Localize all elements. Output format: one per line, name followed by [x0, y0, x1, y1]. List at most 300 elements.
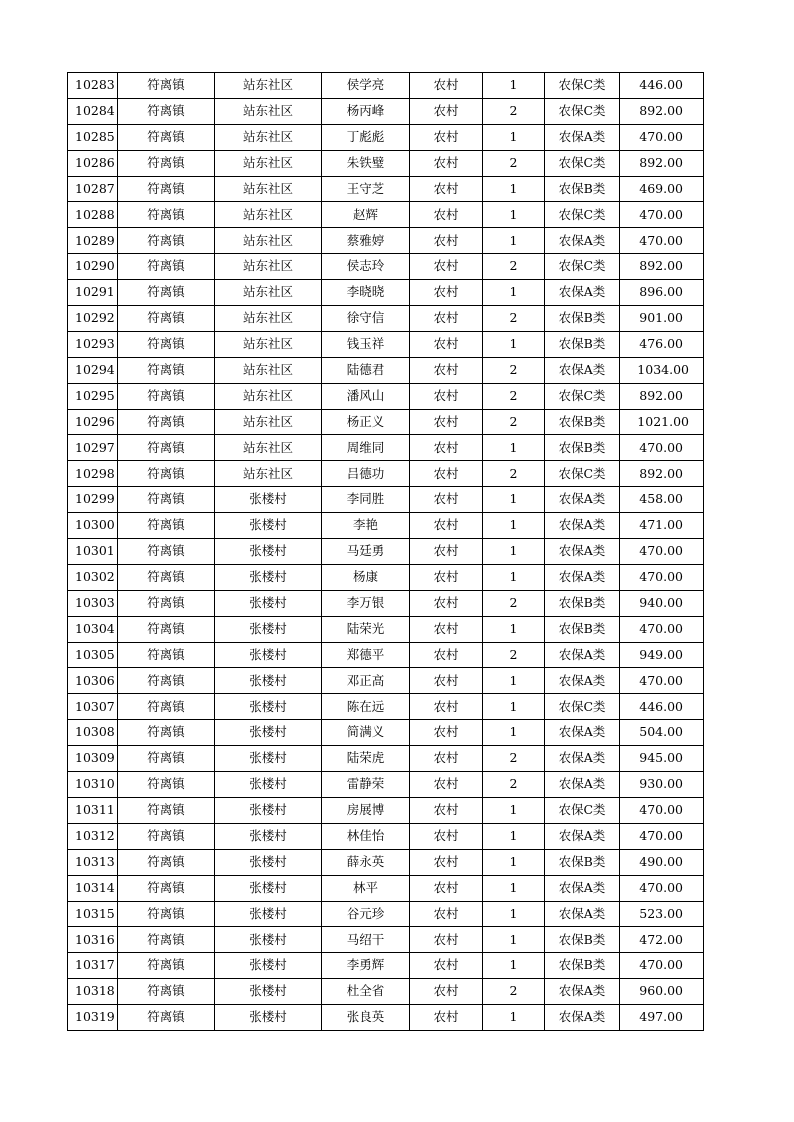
household-type-cell: 农村: [410, 383, 483, 409]
record-id-cell: 10290: [68, 254, 118, 280]
member-count-cell: 2: [483, 979, 545, 1005]
member-count-cell: 1: [483, 228, 545, 254]
member-count-cell: 1: [483, 901, 545, 927]
record-id-cell: 10304: [68, 616, 118, 642]
member-count-cell: 1: [483, 176, 545, 202]
record-id-cell: 10308: [68, 720, 118, 746]
member-count-cell: 2: [483, 590, 545, 616]
town-cell: 符离镇: [118, 720, 215, 746]
member-count-cell: 1: [483, 797, 545, 823]
amount-cell: 945.00: [620, 746, 704, 772]
person-name-cell: 吕德功: [322, 461, 410, 487]
member-count-cell: 2: [483, 642, 545, 668]
person-name-cell: 杜全省: [322, 979, 410, 1005]
table-row: [68, 357, 704, 383]
table-row: [68, 435, 704, 461]
village-cell: 站东社区: [215, 435, 322, 461]
category-cell: 农保A类: [545, 228, 620, 254]
table-row: [68, 280, 704, 306]
record-id-cell: 10307: [68, 694, 118, 720]
category-cell: 农保B类: [545, 849, 620, 875]
town-cell: 符离镇: [118, 306, 215, 332]
person-name-cell: 丁彪彪: [322, 124, 410, 150]
town-cell: 符离镇: [118, 383, 215, 409]
town-cell: 符离镇: [118, 124, 215, 150]
record-id-cell: 10311: [68, 797, 118, 823]
member-count-cell: 2: [483, 306, 545, 332]
record-id-cell: 10288: [68, 202, 118, 228]
person-name-cell: 陆荣虎: [322, 746, 410, 772]
village-cell: 张楼村: [215, 564, 322, 590]
person-name-cell: 李艳: [322, 513, 410, 539]
village-cell: 站东社区: [215, 461, 322, 487]
person-name-cell: 房展博: [322, 797, 410, 823]
category-cell: 农保A类: [545, 539, 620, 565]
table-row: [68, 124, 704, 150]
member-count-cell: 2: [483, 746, 545, 772]
table-row: [68, 694, 704, 720]
amount-cell: 523.00: [620, 901, 704, 927]
record-id-cell: 10319: [68, 1005, 118, 1031]
member-count-cell: 1: [483, 616, 545, 642]
member-count-cell: 2: [483, 383, 545, 409]
member-count-cell: 1: [483, 720, 545, 746]
village-cell: 张楼村: [215, 849, 322, 875]
town-cell: 符离镇: [118, 176, 215, 202]
amount-cell: 470.00: [620, 228, 704, 254]
town-cell: 符离镇: [118, 98, 215, 124]
person-name-cell: 潘风山: [322, 383, 410, 409]
member-count-cell: 1: [483, 694, 545, 720]
person-name-cell: 徐守信: [322, 306, 410, 332]
table-row: [68, 720, 704, 746]
record-id-cell: 10296: [68, 409, 118, 435]
village-cell: 张楼村: [215, 979, 322, 1005]
person-name-cell: 钱玉祥: [322, 331, 410, 357]
category-cell: 农保B类: [545, 927, 620, 953]
category-cell: 农保B类: [545, 176, 620, 202]
member-count-cell: 1: [483, 823, 545, 849]
amount-cell: 470.00: [620, 668, 704, 694]
table-row: [68, 254, 704, 280]
household-type-cell: 农村: [410, 202, 483, 228]
village-cell: 站东社区: [215, 176, 322, 202]
village-cell: 站东社区: [215, 150, 322, 176]
member-count-cell: 2: [483, 254, 545, 280]
town-cell: 符离镇: [118, 461, 215, 487]
category-cell: 农保A类: [545, 901, 620, 927]
record-id-cell: 10285: [68, 124, 118, 150]
amount-cell: 471.00: [620, 513, 704, 539]
amount-cell: 497.00: [620, 1005, 704, 1031]
record-id-cell: 10303: [68, 590, 118, 616]
amount-cell: 470.00: [620, 539, 704, 565]
amount-cell: 930.00: [620, 772, 704, 798]
household-type-cell: 农村: [410, 124, 483, 150]
household-type-cell: 农村: [410, 539, 483, 565]
amount-cell: 470.00: [620, 124, 704, 150]
category-cell: 农保C类: [545, 694, 620, 720]
record-id-cell: 10295: [68, 383, 118, 409]
member-count-cell: 1: [483, 73, 545, 99]
village-cell: 站东社区: [215, 306, 322, 332]
amount-cell: 476.00: [620, 331, 704, 357]
household-type-cell: 农村: [410, 1005, 483, 1031]
person-name-cell: 简满义: [322, 720, 410, 746]
category-cell: 农保A类: [545, 280, 620, 306]
household-type-cell: 农村: [410, 150, 483, 176]
table-row: [68, 642, 704, 668]
table-row: [68, 979, 704, 1005]
household-type-cell: 农村: [410, 694, 483, 720]
table-row: [68, 590, 704, 616]
member-count-cell: 1: [483, 927, 545, 953]
category-cell: 农保A类: [545, 1005, 620, 1031]
record-id-cell: 10310: [68, 772, 118, 798]
household-type-cell: 农村: [410, 616, 483, 642]
table-row: [68, 668, 704, 694]
village-cell: 张楼村: [215, 875, 322, 901]
town-cell: 符离镇: [118, 150, 215, 176]
member-count-cell: 1: [483, 1005, 545, 1031]
table-row: [68, 953, 704, 979]
household-type-cell: 农村: [410, 306, 483, 332]
town-cell: 符离镇: [118, 823, 215, 849]
record-id-cell: 10301: [68, 539, 118, 565]
record-id-cell: 10306: [68, 668, 118, 694]
town-cell: 符离镇: [118, 797, 215, 823]
town-cell: 符离镇: [118, 73, 215, 99]
table-row: [68, 849, 704, 875]
member-count-cell: 1: [483, 564, 545, 590]
person-name-cell: 张良英: [322, 1005, 410, 1031]
category-cell: 农保C类: [545, 383, 620, 409]
town-cell: 符离镇: [118, 668, 215, 694]
amount-cell: 470.00: [620, 797, 704, 823]
village-cell: 张楼村: [215, 513, 322, 539]
village-cell: 张楼村: [215, 1005, 322, 1031]
category-cell: 农保A类: [545, 564, 620, 590]
amount-cell: 446.00: [620, 73, 704, 99]
table-row: [68, 875, 704, 901]
town-cell: 符离镇: [118, 1005, 215, 1031]
amount-cell: 470.00: [620, 564, 704, 590]
household-type-cell: 农村: [410, 409, 483, 435]
amount-cell: 504.00: [620, 720, 704, 746]
category-cell: 农保C类: [545, 797, 620, 823]
table-row: [68, 1005, 704, 1031]
town-cell: 符离镇: [118, 513, 215, 539]
amount-cell: 896.00: [620, 280, 704, 306]
amount-cell: 472.00: [620, 927, 704, 953]
village-cell: 站东社区: [215, 124, 322, 150]
amount-cell: 470.00: [620, 435, 704, 461]
household-type-cell: 农村: [410, 953, 483, 979]
amount-cell: 892.00: [620, 461, 704, 487]
town-cell: 符离镇: [118, 228, 215, 254]
town-cell: 符离镇: [118, 435, 215, 461]
household-type-cell: 农村: [410, 901, 483, 927]
household-type-cell: 农村: [410, 746, 483, 772]
town-cell: 符离镇: [118, 901, 215, 927]
town-cell: 符离镇: [118, 539, 215, 565]
member-count-cell: 1: [483, 331, 545, 357]
category-cell: 农保A类: [545, 124, 620, 150]
town-cell: 符离镇: [118, 772, 215, 798]
amount-cell: 470.00: [620, 616, 704, 642]
village-cell: 张楼村: [215, 927, 322, 953]
village-cell: 站东社区: [215, 254, 322, 280]
amount-cell: 470.00: [620, 875, 704, 901]
member-count-cell: 1: [483, 124, 545, 150]
village-cell: 张楼村: [215, 953, 322, 979]
amount-cell: 960.00: [620, 979, 704, 1005]
person-name-cell: 郑德平: [322, 642, 410, 668]
person-name-cell: 陆荣光: [322, 616, 410, 642]
household-type-cell: 农村: [410, 487, 483, 513]
table-row: [68, 616, 704, 642]
amount-cell: 458.00: [620, 487, 704, 513]
table-row: [68, 306, 704, 332]
town-cell: 符离镇: [118, 564, 215, 590]
table-row: [68, 383, 704, 409]
household-type-cell: 农村: [410, 280, 483, 306]
person-name-cell: 李万银: [322, 590, 410, 616]
town-cell: 符离镇: [118, 953, 215, 979]
village-cell: 张楼村: [215, 746, 322, 772]
person-name-cell: 蔡雅婷: [322, 228, 410, 254]
member-count-cell: 2: [483, 357, 545, 383]
household-type-cell: 农村: [410, 461, 483, 487]
person-name-cell: 雷静荣: [322, 772, 410, 798]
category-cell: 农保C类: [545, 98, 620, 124]
amount-cell: 490.00: [620, 849, 704, 875]
household-type-cell: 农村: [410, 435, 483, 461]
record-id-cell: 10286: [68, 150, 118, 176]
record-id-cell: 10298: [68, 461, 118, 487]
town-cell: 符离镇: [118, 487, 215, 513]
category-cell: 农保B类: [545, 953, 620, 979]
member-count-cell: 1: [483, 849, 545, 875]
person-name-cell: 薛永英: [322, 849, 410, 875]
category-cell: 农保B类: [545, 331, 620, 357]
village-cell: 张楼村: [215, 668, 322, 694]
town-cell: 符离镇: [118, 254, 215, 280]
person-name-cell: 杨正义: [322, 409, 410, 435]
category-cell: 农保C类: [545, 461, 620, 487]
category-cell: 农保A类: [545, 513, 620, 539]
village-cell: 站东社区: [215, 357, 322, 383]
household-type-cell: 农村: [410, 564, 483, 590]
member-count-cell: 1: [483, 202, 545, 228]
category-cell: 农保A类: [545, 357, 620, 383]
record-id-cell: 10284: [68, 98, 118, 124]
table-row: [68, 901, 704, 927]
table-row: [68, 487, 704, 513]
household-type-cell: 农村: [410, 98, 483, 124]
category-cell: 农保C类: [545, 202, 620, 228]
person-name-cell: 邓正高: [322, 668, 410, 694]
record-id-cell: 10292: [68, 306, 118, 332]
record-id-cell: 10317: [68, 953, 118, 979]
town-cell: 符离镇: [118, 409, 215, 435]
household-type-cell: 农村: [410, 823, 483, 849]
record-id-cell: 10300: [68, 513, 118, 539]
household-type-cell: 农村: [410, 590, 483, 616]
person-name-cell: 周维同: [322, 435, 410, 461]
person-name-cell: 王守芝: [322, 176, 410, 202]
category-cell: 农保B类: [545, 306, 620, 332]
table-row: [68, 409, 704, 435]
table-row: [68, 513, 704, 539]
member-count-cell: 2: [483, 409, 545, 435]
amount-cell: 892.00: [620, 98, 704, 124]
table-body: [68, 73, 704, 1031]
amount-cell: 949.00: [620, 642, 704, 668]
person-name-cell: 陈在远: [322, 694, 410, 720]
household-type-cell: 农村: [410, 668, 483, 694]
household-type-cell: 农村: [410, 927, 483, 953]
household-type-cell: 农村: [410, 513, 483, 539]
member-count-cell: 2: [483, 772, 545, 798]
town-cell: 符离镇: [118, 927, 215, 953]
village-cell: 站东社区: [215, 228, 322, 254]
record-id-cell: 10283: [68, 73, 118, 99]
category-cell: 农保B类: [545, 409, 620, 435]
village-cell: 张楼村: [215, 901, 322, 927]
member-count-cell: 1: [483, 280, 545, 306]
person-name-cell: 谷元珍: [322, 901, 410, 927]
person-name-cell: 朱铁璧: [322, 150, 410, 176]
household-type-cell: 农村: [410, 254, 483, 280]
table-row: [68, 746, 704, 772]
member-count-cell: 1: [483, 953, 545, 979]
household-type-cell: 农村: [410, 73, 483, 99]
category-cell: 农保A类: [545, 875, 620, 901]
table-row: [68, 772, 704, 798]
person-name-cell: 陆德君: [322, 357, 410, 383]
town-cell: 符离镇: [118, 694, 215, 720]
table-row: [68, 202, 704, 228]
member-count-cell: 1: [483, 539, 545, 565]
record-id-cell: 10291: [68, 280, 118, 306]
village-cell: 站东社区: [215, 98, 322, 124]
household-type-cell: 农村: [410, 228, 483, 254]
town-cell: 符离镇: [118, 642, 215, 668]
amount-cell: 940.00: [620, 590, 704, 616]
category-cell: 农保C类: [545, 254, 620, 280]
village-cell: 站东社区: [215, 331, 322, 357]
record-id-cell: 10294: [68, 357, 118, 383]
household-type-cell: 农村: [410, 357, 483, 383]
member-count-cell: 1: [483, 875, 545, 901]
person-name-cell: 赵辉: [322, 202, 410, 228]
category-cell: 农保B类: [545, 616, 620, 642]
town-cell: 符离镇: [118, 331, 215, 357]
category-cell: 农保C类: [545, 150, 620, 176]
village-cell: 张楼村: [215, 823, 322, 849]
town-cell: 符离镇: [118, 875, 215, 901]
table-row: [68, 176, 704, 202]
member-count-cell: 1: [483, 668, 545, 694]
amount-cell: 470.00: [620, 953, 704, 979]
person-name-cell: 杨丙峰: [322, 98, 410, 124]
member-count-cell: 2: [483, 98, 545, 124]
record-id-cell: 10305: [68, 642, 118, 668]
record-id-cell: 10293: [68, 331, 118, 357]
town-cell: 符离镇: [118, 590, 215, 616]
table-row: [68, 823, 704, 849]
village-cell: 站东社区: [215, 280, 322, 306]
table-row: [68, 98, 704, 124]
table-row: [68, 228, 704, 254]
village-cell: 张楼村: [215, 487, 322, 513]
town-cell: 符离镇: [118, 202, 215, 228]
village-cell: 张楼村: [215, 720, 322, 746]
table-row: [68, 797, 704, 823]
category-cell: 农保B类: [545, 435, 620, 461]
person-name-cell: 马廷勇: [322, 539, 410, 565]
category-cell: 农保A类: [545, 720, 620, 746]
record-id-cell: 10314: [68, 875, 118, 901]
amount-cell: 470.00: [620, 202, 704, 228]
category-cell: 农保A类: [545, 746, 620, 772]
record-id-cell: 10289: [68, 228, 118, 254]
household-type-cell: 农村: [410, 176, 483, 202]
category-cell: 农保A类: [545, 642, 620, 668]
person-name-cell: 侯志玲: [322, 254, 410, 280]
table-row: [68, 461, 704, 487]
household-type-cell: 农村: [410, 849, 483, 875]
amount-cell: 892.00: [620, 254, 704, 280]
person-name-cell: 李晓晓: [322, 280, 410, 306]
record-id-cell: 10312: [68, 823, 118, 849]
person-name-cell: 林平: [322, 875, 410, 901]
amount-cell: 892.00: [620, 383, 704, 409]
town-cell: 符离镇: [118, 280, 215, 306]
record-id-cell: 10299: [68, 487, 118, 513]
amount-cell: 469.00: [620, 176, 704, 202]
village-cell: 张楼村: [215, 642, 322, 668]
category-cell: 农保A类: [545, 979, 620, 1005]
amount-cell: 901.00: [620, 306, 704, 332]
record-id-cell: 10287: [68, 176, 118, 202]
household-type-cell: 农村: [410, 331, 483, 357]
village-cell: 站东社区: [215, 409, 322, 435]
table-row: [68, 539, 704, 565]
village-cell: 站东社区: [215, 202, 322, 228]
town-cell: 符离镇: [118, 616, 215, 642]
category-cell: 农保A类: [545, 772, 620, 798]
record-id-cell: 10316: [68, 927, 118, 953]
category-cell: 农保C类: [545, 73, 620, 99]
amount-cell: 1034.00: [620, 357, 704, 383]
village-cell: 张楼村: [215, 616, 322, 642]
category-cell: 农保A类: [545, 668, 620, 694]
record-id-cell: 10315: [68, 901, 118, 927]
category-cell: 农保A类: [545, 823, 620, 849]
category-cell: 农保A类: [545, 487, 620, 513]
record-id-cell: 10302: [68, 564, 118, 590]
village-cell: 张楼村: [215, 590, 322, 616]
village-cell: 张楼村: [215, 694, 322, 720]
person-name-cell: 李同胜: [322, 487, 410, 513]
town-cell: 符离镇: [118, 979, 215, 1005]
town-cell: 符离镇: [118, 849, 215, 875]
table-row: [68, 331, 704, 357]
household-type-cell: 农村: [410, 979, 483, 1005]
household-type-cell: 农村: [410, 720, 483, 746]
